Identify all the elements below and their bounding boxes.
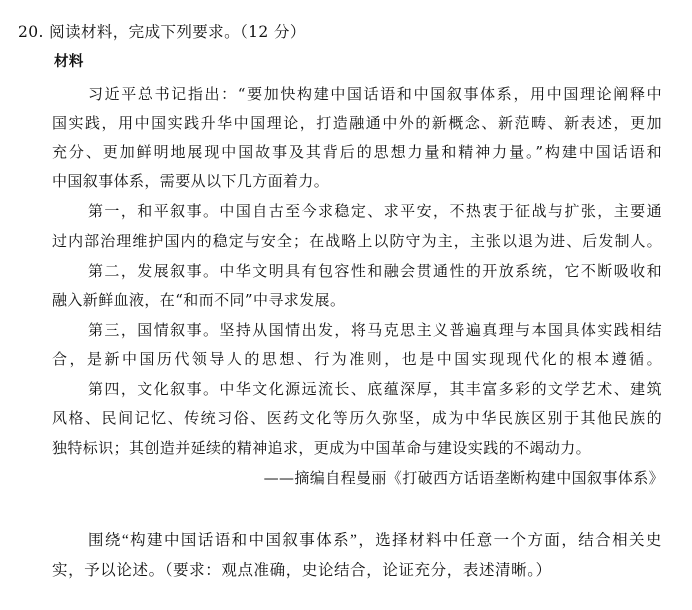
material-line: 融入新鲜血液，在“和而不同”中寻求发展。 [52, 291, 346, 309]
material-line: 国实践，用中国实践升华中国理论，打造融通中外的新概念、新范畴、新表述，更加 [52, 114, 662, 132]
task-line: 围绕“构建中国话语和中国叙事体系”，选择材料中任意一个方面，结合相关史 [88, 532, 662, 549]
task-line: 实，予以论述。（要求：观点准确，史论结合，论证充分，表述清晰。） [52, 562, 552, 579]
material-line: 第二，发展叙事。中华文明具有包容性和融会贯通性的开放系统，它不断吸收和 [88, 262, 662, 280]
material-line: 合，是新中国历代领导人的思想、行为准则，也是中国实现现代化的根本遵循。 [52, 350, 662, 368]
material-line: 风格、民间记忆、传统习俗、医药文化等历久弥坚，成为中华民族区别于其他民族的 [52, 409, 662, 427]
material-line: 过内部治理维护国内的稳定与安全；在战略上以防守为主，主张以退为进、后发制人。 [52, 232, 662, 250]
material-source: ——摘编自程曼丽《打破西方话语垄断构建中国叙事体系》 [263, 469, 664, 487]
material-line: 第一，和平叙事。中国自古至今求稳定、求平安，不热衷于征战与扩张，主要通 [88, 202, 662, 220]
material-line: 第四，文化叙事。中华文化源远流长、底蕴深厚，其丰富多彩的文学艺术、建筑 [88, 380, 662, 398]
material-line: 独特标识；其创造并延续的精神追求，更成为中国革命与建设实践的不竭动力。 [52, 439, 592, 457]
material-line: 中国叙事体系，需要从以下几方面着力。 [52, 172, 330, 190]
material-label: 材料 [54, 54, 84, 70]
material-line: 第三，国情叙事。坚持从国情出发，将马克思主义普遍真理与本国具体实践相结 [88, 321, 662, 339]
material-line: 充分、更加鲜明地展现中国故事及其背后的思想力量和精神力量。”构建中国话语和 [52, 143, 662, 161]
question-title: 20. 阅读材料，完成下列要求。（12 分） [18, 23, 306, 41]
material-line: 习近平总书记指出：“要加快构建中国话语和中国叙事体系，用中国理论阐释中 [88, 85, 662, 103]
